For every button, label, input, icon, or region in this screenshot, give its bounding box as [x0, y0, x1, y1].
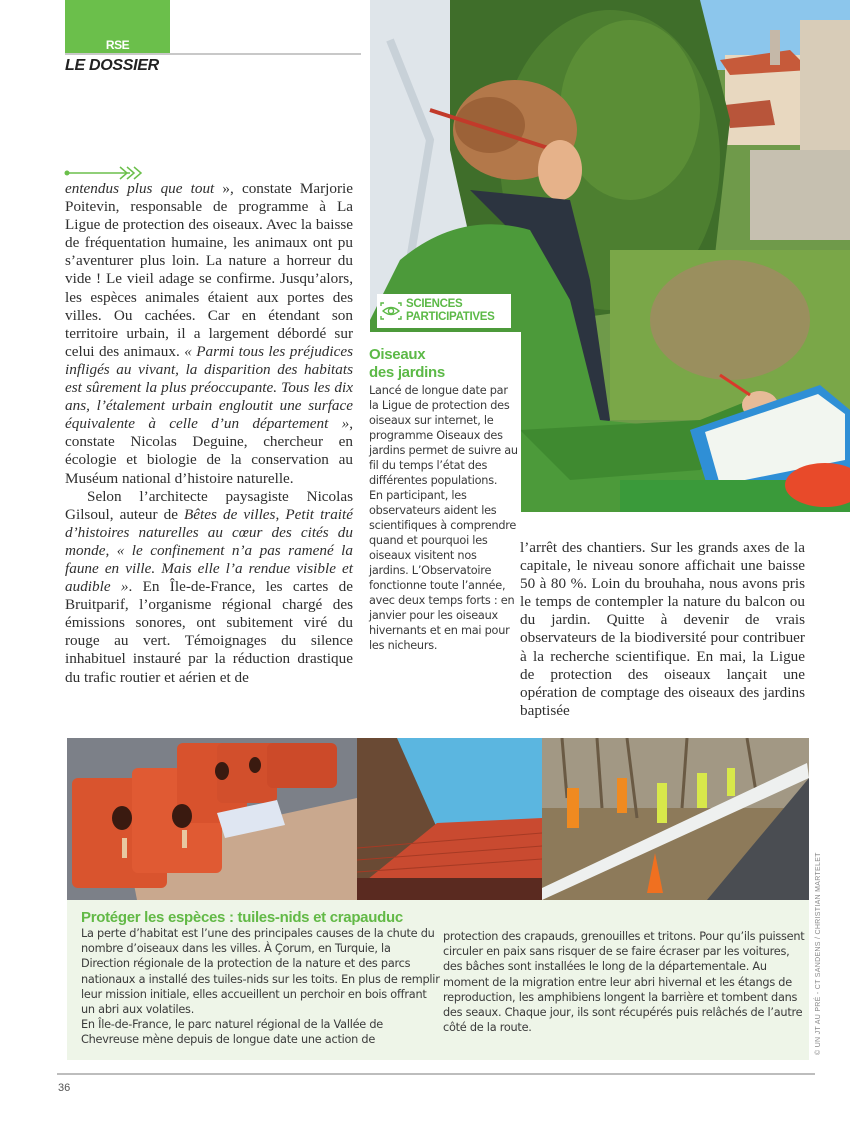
footer-rule	[57, 1073, 815, 1075]
article-column-1	[65, 180, 353, 687]
sidebar-title-line-2: des jardins	[369, 364, 445, 381]
body-text: . En Île-de-France, les cartes de Bruitparif, l’organisme régional chargé des émissions sonores, ont subitement viré du rouge au vert. Témoignages du silence inhabituel instauré par la réduction drastique du trafic routier et aérien et de	[65, 578, 353, 686]
eye-icon	[380, 302, 402, 320]
quote-text: Bêtes de villes, Petit traité d’histoires naturelles au cœur des cités du monde, « le confinement n’a pas ramené la faune en ville. Mais elle l’a rendue visible et audible »	[65, 505, 353, 596]
section-label: RSE	[105, 38, 130, 52]
body-text: Selon l’architecte paysagiste Nicolas Gilsoul, auteur de	[65, 487, 353, 523]
category-label-line-1: SCIENCES	[406, 298, 463, 310]
sidebar-paragraph: En participant, les observateurs aident les scientifiques à comprendre quand et pourquoi les oiseaux visitent nos jardins. L’Observatoire fonctionne toute l’année, avec deux temps forts : en janvier pour les oiseaux hivernants et en mai pour les nicheurs.	[369, 489, 517, 652]
info-paragraph: protection des crapauds, grenouilles et tritons. Pour qu’ils puissent circuler en paix sans risquer de se faire écraser par les voitures, des bâches sont installées le long de la départementale. Au moment de la migration entre leur abri hivernal et les étangs de reproduction, les amphibiens longent la barrière et tombent dans des seaux. Chaque jour, ils sont récupérés puis relâchés de l’autre côté de la route.	[443, 930, 805, 1035]
arrow-continuation-icon	[64, 166, 148, 180]
photo-credit: © UN JT AU PRÉ - CT SANDENS / CHRISTIAN MARTELET	[815, 852, 822, 1055]
article-column-3	[520, 539, 805, 720]
quote-text: « Parmi tous les préjudices infligés au vivant, la disparition des habitats est sûrement la plus préoccupante. Tous les dix ans, l’étalement urbain engloutit une surface équivalente à celle d’un département »	[65, 342, 354, 433]
article-paragraph: l’arrêt des chantiers. Sur les grands axes de la capitale, le niveau sonore affichait une baisse 50 à 80 %. Loin du brouhaha, nous avons pris le temps de contempler la nature du balcon ou du jardin. Quitte à devenir de vrais observateurs de la biodiversité pour contribuer à la recherche scientifique. En mai, la Ligue de protection des oiseaux lançait une opération de comptage des oiseaux des jardins baptisée	[520, 539, 805, 719]
sidebar-body	[369, 383, 519, 653]
info-paragraph: La perte d’habitat est l’une des principales causes de la chute du nombre d’oiseaux dans les villes. À Çorum, en Turquie, la Direction régionale de la protection de la nature et des parcs nationaux a installé des tuiles-nids sur les toits. En plus de remplir leur mission initiale, elles accueillent un perchoir en bois offrant un abri aux volatiles.	[81, 927, 440, 1017]
amphibian-barrier-photo	[542, 738, 809, 900]
info-panel-column-2	[443, 929, 808, 1035]
rubric-title: LE DOSSIER	[65, 57, 159, 74]
page-number: 36	[58, 1082, 71, 1094]
nest-tiles-photo	[67, 738, 357, 900]
article-paragraph	[65, 488, 353, 687]
category-label	[406, 298, 494, 323]
info-panel-title: Protéger les espèces : tuiles-nids et crapauduc	[81, 909, 403, 926]
body-text: », constate Marjorie Poitevin, responsable de programme à La Ligue de protection des oiseaux. Avec la baisse de fréquentation humaine, les animaux ont pu s’aventurer plus loin. La nature a horreur du vide ! Le vieil adage se confirme. Jusqu’alors, les espèces animales étaient aux portes des villes. Ou cachées. Car en étendant son territoire urbain, il a largement débordé sur celui des animaux.	[65, 180, 353, 360]
info-paragraph: En Île-de-France, le parc naturel régional de la Vallée de Chevreuse mène depuis de longue date une action de	[81, 1018, 383, 1047]
info-panel-column-1	[81, 926, 441, 1048]
sidebar-paragraph: Lancé de longue date par la Ligue de protection des oiseaux sur internet, le programme Oiseaux des jardins permet de suivre au fil du temps l’état des différentes populations.	[369, 384, 518, 487]
body-text: , constate Nicolas Deguine, chercheur en écologie et biologie de la conservation au Muséum national d’histoire naturelle.	[65, 415, 353, 487]
header-rule	[65, 53, 361, 55]
roof-photo	[357, 738, 542, 900]
category-label-line-2: PARTICIPATIVES	[406, 310, 495, 323]
sidebar-title	[369, 346, 445, 382]
article-paragraph	[65, 180, 353, 488]
sidebar-title-line-1: Oiseaux	[369, 346, 426, 363]
photo-strip	[67, 738, 809, 900]
quote-text: entendus plus que tout	[65, 180, 215, 197]
